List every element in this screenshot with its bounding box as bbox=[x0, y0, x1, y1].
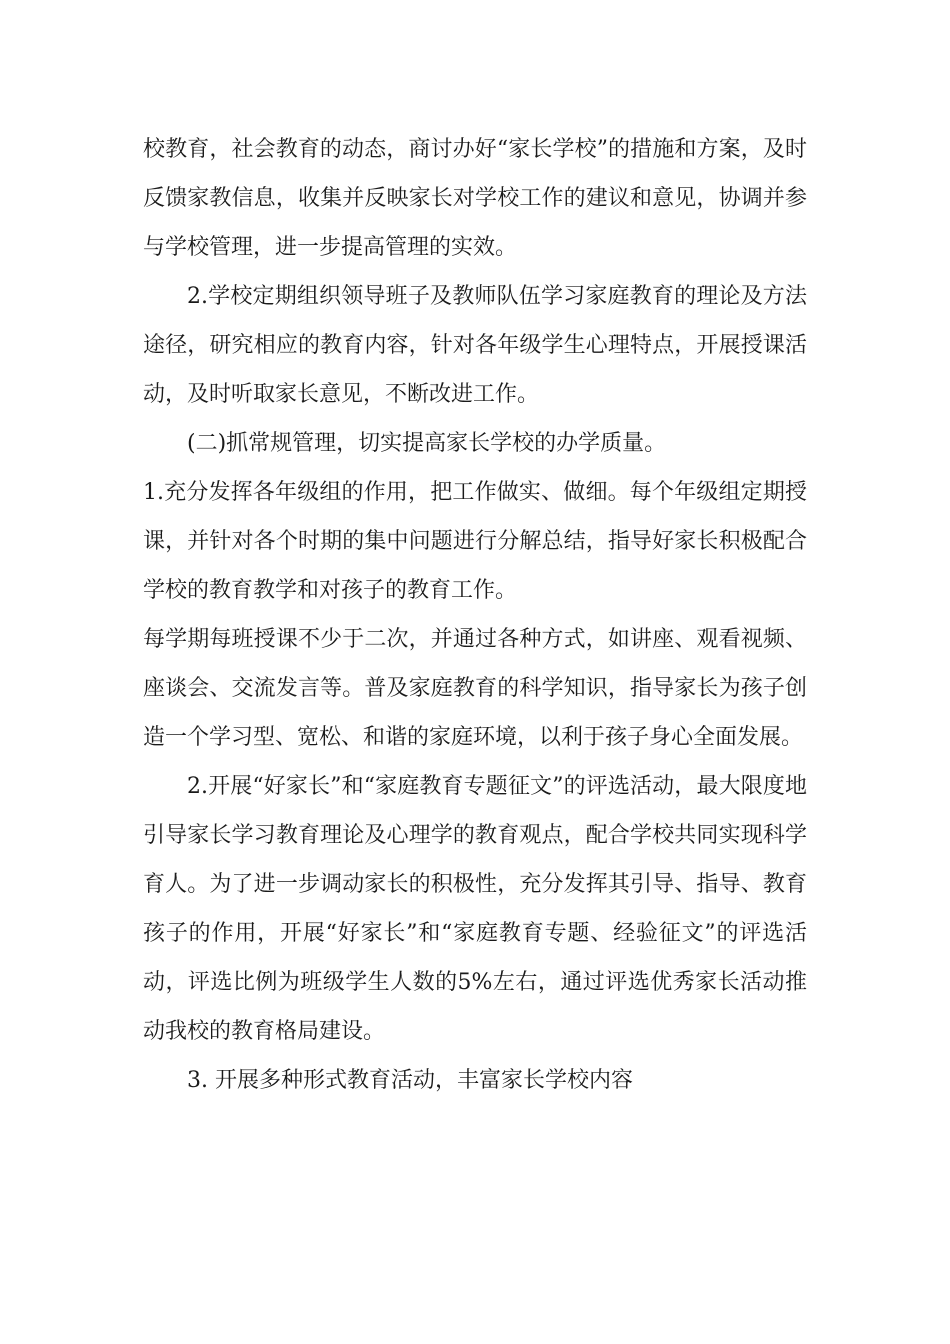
section-heading-routine-management: (二)抓常规管理，切实提高家长学校的办学质量。 bbox=[187, 431, 667, 456]
paragraph-lessons-per-term: 每学期每班授课不少于二次，并通过各种方式，如讲座、观看视频、座谈会、交流发言等。普及家庭教育的科学知识，指导家长为孩子创造一个学习型、宽松、和谐的家庭环境，以利于孩子身心全面发展。 bbox=[143, 627, 807, 750]
paragraph-item-3-activities: 3. 开展多种形式教育活动，丰富家长学校内容 bbox=[187, 1068, 633, 1093]
paragraph-item-2-good-parents: 2.开展“好家长”和“家庭教育专题征文”的评选活动，最大限度地引导家长学习教育理论及心理学的教育观点，配合学校共同实现科学育人。为了进一步调动家长的积极性，充分发挥其引导、指导、教育孩子的作用，开展“好家长”和“家庭教育专题、经验征文”的评选活动，评选比例为班级学生人数的5%左右，通过评选优秀家长活动推动我校的教育格局建设。 bbox=[143, 774, 807, 1044]
paragraph-item-2-study: 2.学校定期组织领导班子及教师队伍学习家庭教育的理论及方法途径，研究相应的教育内容，针对各年级学生心理特点，开展授课活动，及时听取家长意见，不断改进工作。 bbox=[143, 284, 807, 407]
paragraph-continuation: 校教育，社会教育的动态，商讨办好“家长学校”的措施和方案，及时反馈家教信息，收集并反映家长对学校工作的建议和意见，协调并参与学校管理，进一步提高管理的实效。 bbox=[143, 137, 807, 260]
document-body bbox=[143, 125, 807, 1105]
paragraph-item-1-grade-groups: 1.充分发挥各年级组的作用，把工作做实、做细。每个年级组定期授课，并针对各个时期的集中问题进行分解总结，指导好家长积极配合学校的教育教学和对孩子的教育工作。 bbox=[143, 480, 807, 603]
